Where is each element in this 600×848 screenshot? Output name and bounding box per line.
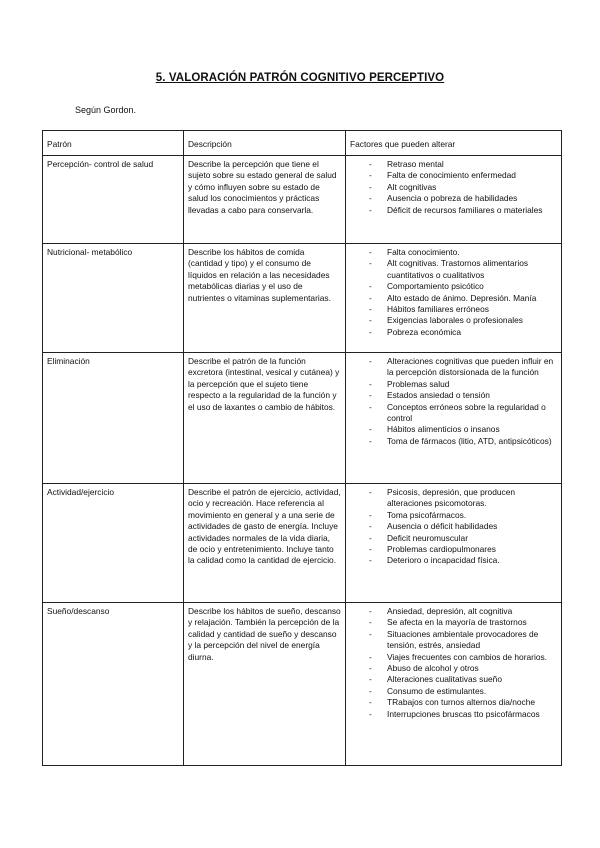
document-title: 5. VALORACIÓN PATRÓN COGNITIVO PERCEPTIVO xyxy=(155,72,445,84)
table-row xyxy=(43,484,562,603)
factor-item: - Deficit neuromuscular xyxy=(350,533,557,544)
factor-item: - Déficit de recursos familiares o materiales xyxy=(350,205,557,216)
factor-item: - Ansiedad, depresión, alt cognitiva xyxy=(350,606,557,617)
factor-item: - Comportamiento psicótico xyxy=(350,281,557,292)
factor-item: - Alt cognitivas xyxy=(350,182,557,193)
header-description: Descripción xyxy=(184,131,346,156)
source-note: Según Gordon. xyxy=(75,105,137,115)
factor-item: - Pobreza económica xyxy=(350,327,557,338)
factor-item: - Situaciones ambientale provocadores de tensión, estrés, ansiedad xyxy=(350,629,557,652)
factor-item: - Psicosis, depresión, que producen alteraciones psicomotoras. xyxy=(350,487,557,510)
table-header-row xyxy=(43,131,562,156)
factor-item: - Toma psicofármacos. xyxy=(350,510,557,521)
factor-item: - Ausencia o pobreza de habilidades xyxy=(350,193,557,204)
factor-item: - Toma de fármacos (litio, ATD, antipsicóticos) xyxy=(350,436,557,447)
table-row xyxy=(43,156,562,244)
description-cell: Describe los hábitos de comida (cantidad y tipo) y el consumo de líquidos en relación a las necesidades metabólicas diarias y el uso de nutrientes o vitaminas suplementarias. xyxy=(184,244,346,353)
factor-item: - Problemas cardiopulmonares xyxy=(350,544,557,555)
factor-item: - TRabajos con turnos alternos dia/noche xyxy=(350,697,557,708)
pattern-cell: Actividad/ejercicio xyxy=(43,484,184,603)
factor-item: - Alteraciones cualitativas sueño xyxy=(350,674,557,685)
factor-item: - Deterioro o incapacidad física. xyxy=(350,555,557,566)
factors-cell xyxy=(346,244,562,353)
table-row xyxy=(43,603,562,766)
description-cell: Describe la percepción que tiene el sujeto sobre su estado general de salud y cómo influyen sobre su estado de salud los conocimientos y prácticas llevadas a cabo para conservarla. xyxy=(184,156,346,244)
factor-item: - Estados ansiedad o tensión xyxy=(350,390,557,401)
factors-list xyxy=(350,159,557,216)
description-cell: Describe el patrón de ejercicio, actividad, ocio y recreación. Hace referencia al movimiento en general y a una serie de actividades de gasto de energía. Incluye actividades normales de la vida diaria, de ocio y entretenimiento. Incluye tanto la calidad como la cantidad de ejercicio. xyxy=(184,484,346,603)
table-row xyxy=(43,244,562,353)
factors-list xyxy=(350,606,557,720)
factor-item: - Se afecta en la mayoría de trastornos xyxy=(350,617,557,628)
factors-cell xyxy=(346,603,562,766)
factor-item: - Falta de conocimiento enfermedad xyxy=(350,170,557,181)
description-cell: Describe los hábitos de sueño, descanso y relajación. También la percepción de la calidad y cantidad de sueño y descanso y la percepción del nivel de energía diurna. xyxy=(184,603,346,766)
factor-item: - Hábitos alimenticios o insanos xyxy=(350,424,557,435)
factor-item: - Conceptos erróneos sobre la regularidad o control xyxy=(350,402,557,425)
factors-cell xyxy=(346,156,562,244)
pattern-cell: Percepción- control de salud xyxy=(43,156,184,244)
pattern-cell: Sueño/descanso xyxy=(43,603,184,766)
factor-item: - Viajes frecuentes con cambios de horarios. xyxy=(350,652,557,663)
factor-item: - Ausencia o déficit habilidades xyxy=(350,521,557,532)
header-pattern: Patrón xyxy=(43,131,184,156)
factors-cell xyxy=(346,484,562,603)
factor-item: - Retraso mental xyxy=(350,159,557,170)
gordon-patterns-table xyxy=(42,130,562,766)
header-factors: Factores que pueden alterar xyxy=(346,131,562,156)
factor-item: - Alteraciones cognitivas que pueden influir en la percepción distorsionada de la función xyxy=(350,356,557,379)
factor-item: - Consumo de estimulantes. xyxy=(350,686,557,697)
factors-list xyxy=(350,247,557,338)
factors-cell xyxy=(346,353,562,484)
factor-item: - Falta conocimiento. xyxy=(350,247,557,258)
factor-item: - Problemas salud xyxy=(350,379,557,390)
factor-item: - Abuso de alcohol y otros xyxy=(350,663,557,674)
pattern-cell: Nutricional- metabólico xyxy=(43,244,184,353)
factor-item: - Hábitos familiares erróneos xyxy=(350,304,557,315)
table-row xyxy=(43,353,562,484)
factors-list xyxy=(350,487,557,567)
factors-list xyxy=(350,356,557,447)
factor-item: - Alto estado de ánimo. Depresión. Manía xyxy=(350,293,557,304)
description-cell: Describe el patrón de la función excretora (intestinal, vesical y cutánea) y la percepción que el sujeto tiene respecto a la regularidad de la función y el uso de laxantes o cambio de hábitos. xyxy=(184,353,346,484)
factor-item: - Alt cognitivas. Trastornos alimentarios cuantitativos o cualitativos xyxy=(350,258,557,281)
factor-item: - Interrupciones bruscas tto psicofármacos xyxy=(350,709,557,720)
factor-item: - Exigencias laborales o profesionales xyxy=(350,315,557,326)
pattern-cell: Eliminación xyxy=(43,353,184,484)
